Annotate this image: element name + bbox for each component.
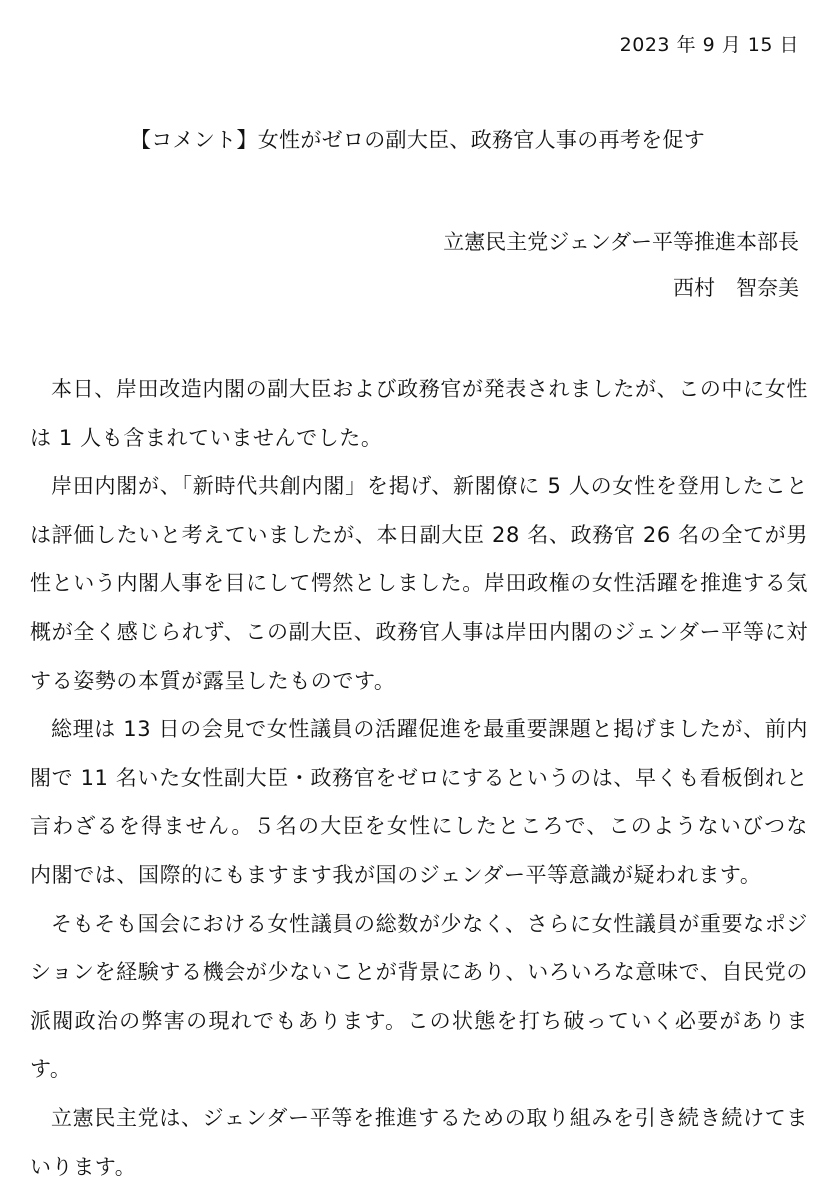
paragraph: 岸田内閣が、「新時代共創内閣」を掲げ、新閣僚に 5 人の女性を登用したことは評価したいと考えていましたが、本日副大臣 28 名、政務官 26 名の全てが男性という内閣人事を目にして愕然としました。岸田政権の女性活躍を推進する気概が全く感じられず、この副大臣、政務官人事は岸田内閣のジェンダー平等に対する姿勢の本質が露呈したものです。 [30, 474, 808, 693]
document-date: 2023 年 9 月 15 日 [619, 34, 799, 56]
document-title: 【コメント】女性がゼロの副大臣、政務官人事の再考を促す [129, 128, 706, 152]
document-body [30, 365, 808, 1191]
paragraph: 総理は 13 日の会見で女性議員の活躍促進を最重要課題と掲げましたが、前内閣で 11 名いた女性副大臣・政務官をゼロにするというのは、早くも看板倒れと言わざるを得ません。５名の大臣を女性にしたところで、このようないびつな内閣では、国際的にもますます我が国のジェンダー平等意識が疑われます。 [30, 717, 808, 887]
paragraph: 本日、岸田改造内閣の副大臣および政務官が発表されましたが、この中に女性は 1 人も含まれていませんでした。 [30, 377, 808, 450]
paragraph: そもそも国会における女性議員の総数が少なく、さらに女性議員が重要なポジションを経験する機会が少ないことが背景にあり、いろいろな意味で、自民党の派閥政治の弊害の現れでもあります。この状態を打ち破っていく必要があります。 [30, 911, 808, 1082]
author-name: 西村 智奈美 [673, 276, 799, 300]
paragraph: 立憲民主党は、ジェンダー平等を推進するための取り組みを引き続き続けてまいります。 [30, 1105, 808, 1179]
author-organization: 立憲民主党ジェンダー平等推進本部長 [443, 230, 799, 254]
